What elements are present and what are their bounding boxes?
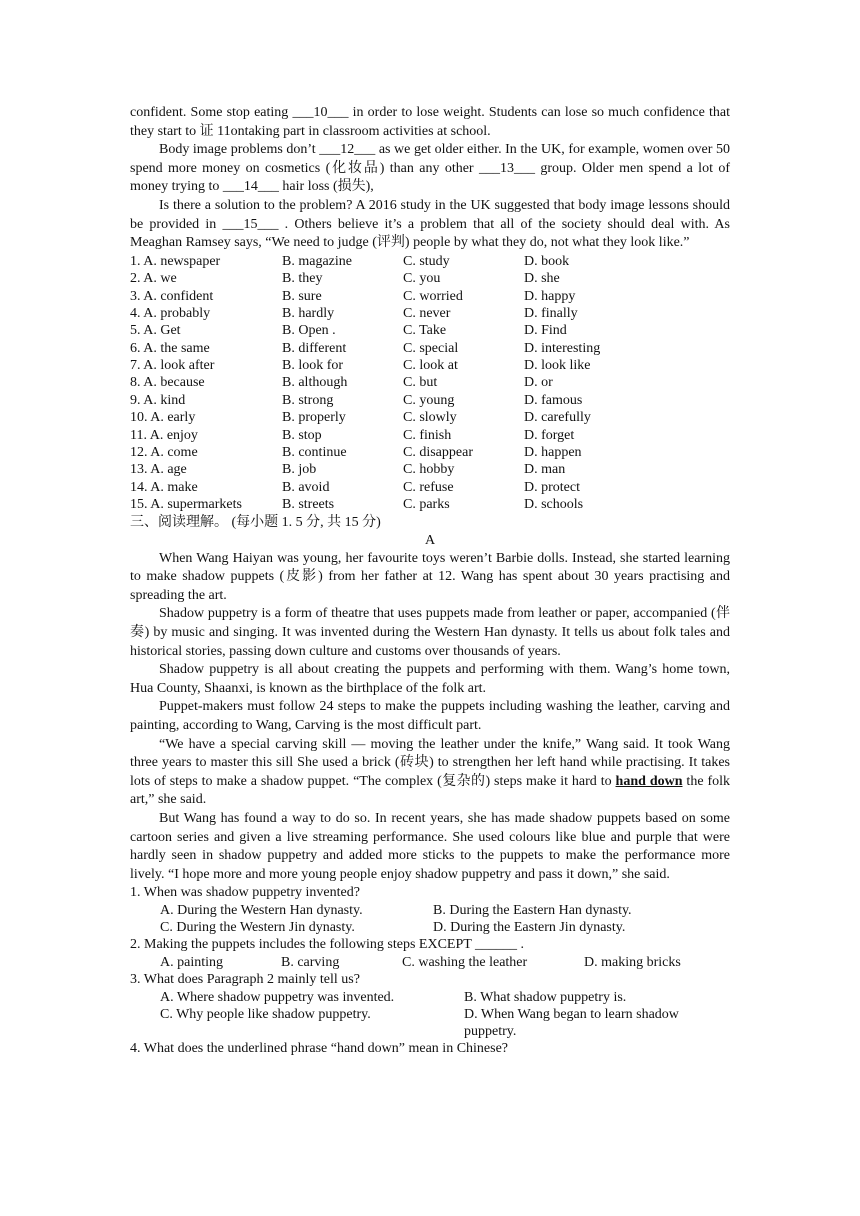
option-a: 2. A. we (130, 271, 177, 287)
question-4: 4. What does the underlined phrase “hand down” mean in Chinese? (130, 1041, 509, 1057)
option-d: D. making bricks (584, 954, 681, 970)
option-c: C. study (403, 253, 450, 269)
cloze-paragraph: Body image problems don’t ___12___ as we get older either. In the UK, for example, women over 50 spend more money on cosmetics (化妆品) than any other ___13___ group. Older men spend a lot of money trying to ___14___ hair loss (损失), (130, 142, 730, 195)
option-a: 15. A. supermarkets (130, 497, 242, 513)
option-a: 4. A. probably (130, 305, 211, 321)
option-d: D. famous (524, 392, 583, 408)
question-2: 2. Making the puppets includes the following steps EXCEPT ______ . (130, 937, 525, 953)
option-a: 12. A. come (130, 445, 198, 461)
reading-paragraph: When Wang Haiyan was young, her favourite toys weren’t Barbie dolls. Instead, she started learning to make shadow puppets (皮影) from her father at 12. Wang has spent about 30 years practising and spreading the art. (130, 550, 730, 603)
cloze-option-row (130, 305, 730, 322)
option-c: C. Why people like shadow puppetry. (160, 1007, 371, 1023)
option-d: D. she (524, 271, 560, 287)
cloze-option-row (130, 444, 730, 461)
option-d: D. or (524, 375, 553, 391)
exam-page (130, 104, 730, 1058)
option-d: D. interesting (524, 340, 601, 356)
question-3: 3. What does Paragraph 2 mainly tell us? (130, 972, 360, 988)
option-c: C. Take (403, 323, 447, 339)
cloze-paragraph: Is there a solution to the problem? A 2016 study in the UK suggested that body image lessons should be provided in ___15___ . Others believe it’s a problem that all of the society should deal with. As Meaghan Ramsey says, “We need to judge (评判) people by what they do, not what they look like.” (130, 197, 730, 251)
option-d: D. happy (524, 288, 576, 304)
option-d: D. happen (524, 445, 582, 461)
option-b: B. different (282, 340, 347, 356)
option-a: 11. A. enjoy (130, 427, 198, 443)
question-3-options (130, 1006, 730, 1040)
option-b: B. Open . (282, 323, 336, 339)
option-b: B. What shadow puppetry is. (464, 989, 627, 1005)
cloze-option-row (130, 270, 730, 287)
option-c: C. special (403, 340, 459, 356)
option-b: B. stop (282, 427, 322, 443)
option-b: B. During the Eastern Han dynasty. (433, 902, 632, 918)
question-2-options (130, 954, 730, 971)
option-b: B. job (282, 462, 317, 478)
option-b: B. avoid (282, 479, 330, 495)
option-b: B. although (282, 375, 348, 391)
option-a: 6. A. the same (130, 340, 210, 356)
option-a: 7. A. look after (130, 358, 215, 374)
option-c: C. worried (403, 288, 463, 304)
cloze-option-row (130, 288, 730, 305)
cloze-option-row (130, 253, 730, 270)
option-b: B. look for (282, 358, 344, 374)
option-a: A. During the Western Han dynasty. (160, 902, 363, 918)
cloze-option-row (130, 374, 730, 391)
option-b: B. continue (282, 445, 347, 461)
option-c: C. young (403, 392, 455, 408)
option-a: 8. A. because (130, 375, 205, 391)
option-d: D. Find (524, 323, 567, 339)
option-a: 10. A. early (130, 410, 196, 426)
cloze-option-row (130, 496, 730, 513)
cloze-option-row (130, 357, 730, 374)
option-c: C. parks (403, 497, 450, 513)
option-c: C. never (403, 305, 451, 321)
question-1: 1. When was shadow puppetry invented? (130, 885, 360, 901)
option-d: D. look like (524, 358, 591, 374)
cloze-option-row (130, 340, 730, 357)
option-b: B. magazine (282, 253, 352, 269)
question-1-options (130, 902, 730, 919)
cloze-option-row (130, 461, 730, 478)
option-d: D. When Wang began to learn shadow puppetry. (464, 1007, 679, 1040)
option-c: C. During the Western Jin dynasty. (160, 920, 355, 936)
option-c: C. refuse (403, 479, 454, 495)
option-d: D. finally (524, 305, 578, 321)
option-a: 14. A. make (130, 479, 198, 495)
section-title: 三、阅读理解。 (每小题 1. 5 分, 共 15 分) (130, 514, 381, 530)
cloze-option-row (130, 409, 730, 426)
option-a: 5. A. Get (130, 323, 181, 339)
reading-paragraph: Puppet-makers must follow 24 steps to make the puppets including washing the leather, carving and painting, according to Wang, Carving is the most difficult part. (130, 699, 730, 733)
cloze-option-row (130, 322, 730, 339)
option-a: 3. A. confident (130, 288, 214, 304)
cloze-option-row (130, 392, 730, 409)
option-a: A. painting (160, 954, 223, 970)
option-b: B. sure (282, 288, 322, 304)
cloze-option-row (130, 479, 730, 496)
option-c: C. finish (403, 427, 452, 443)
option-a: 9. A. kind (130, 392, 186, 408)
option-c: C. you (403, 271, 441, 287)
question-3-options (130, 989, 730, 1006)
passage-label: A (424, 532, 436, 548)
option-a: 13. A. age (130, 462, 187, 478)
option-d: D. protect (524, 479, 580, 495)
reading-paragraph: Shadow puppetry is all about creating the puppets and performing with them. Wang’s home town, Hua County, Shaanxi, is known as the birthplace of the folk art. (130, 662, 730, 696)
option-b: B. streets (282, 497, 335, 513)
underlined-phrase: hand down (615, 773, 683, 789)
reading-paragraph: But Wang has found a way to do so. In recent years, she has made shadow puppets based on some cartoon series and given a live streaming performance. She used colours like blue and purple that were hardly seen in shadow puppetry and added more sticks to the puppets to make the performance more lively. “I hope more and more young people enjoy shadow puppetry and pass it down,” she said. (130, 810, 730, 882)
reading-paragraph (130, 736, 730, 810)
option-d: D. man (524, 462, 566, 478)
reading-text: the folk art,” she said. (130, 773, 731, 808)
option-c: C. slowly (403, 410, 457, 426)
question-1-options (130, 919, 730, 936)
option-b: B. hardly (282, 305, 335, 321)
option-d: D. schools (524, 497, 584, 513)
reading-text: “We have a special carving skill — moving the leather under the knife,” Wang said. It took Wang three years to master this sill She used a brick (砖块) to strengthen her left hand while practising. It takes lots of steps to make a shadow puppet. “The complex (复杂的) steps make it hard to (130, 736, 730, 789)
reading-paragraph: Shadow puppetry is a form of theatre that uses puppets made from leather or paper, accompanied (伴奏) by music and singing. It was invented during the Western Han dynasty. It tells us about folk tales and historical stories, passing down culture and customs over thousands of years. (130, 606, 730, 659)
option-b: B. properly (282, 410, 346, 426)
option-c: C. hobby (403, 462, 455, 478)
option-c: C. disappear (403, 445, 473, 461)
option-d: D. forget (524, 427, 575, 443)
option-b: B. carving (281, 954, 340, 970)
option-b: B. they (282, 271, 323, 287)
option-d: D. carefully (524, 410, 591, 426)
option-d: D. book (524, 253, 570, 269)
cloze-paragraph-end: confident. Some stop eating ___10___ in order to lose weight. Students can lose so much confidence that they start to 证 11ontaking part in classroom activities at school. (130, 105, 730, 139)
option-b: B. strong (282, 392, 334, 408)
option-c: C. but (403, 375, 438, 391)
option-a: 1. A. newspaper (130, 253, 221, 269)
option-d: D. During the Eastern Jin dynasty. (433, 920, 626, 936)
cloze-options-list (130, 253, 730, 514)
option-a: A. Where shadow puppetry was invented. (160, 989, 395, 1005)
cloze-option-row (130, 427, 730, 444)
option-c: C. look at (403, 358, 458, 374)
option-c: C. washing the leather (402, 954, 528, 970)
